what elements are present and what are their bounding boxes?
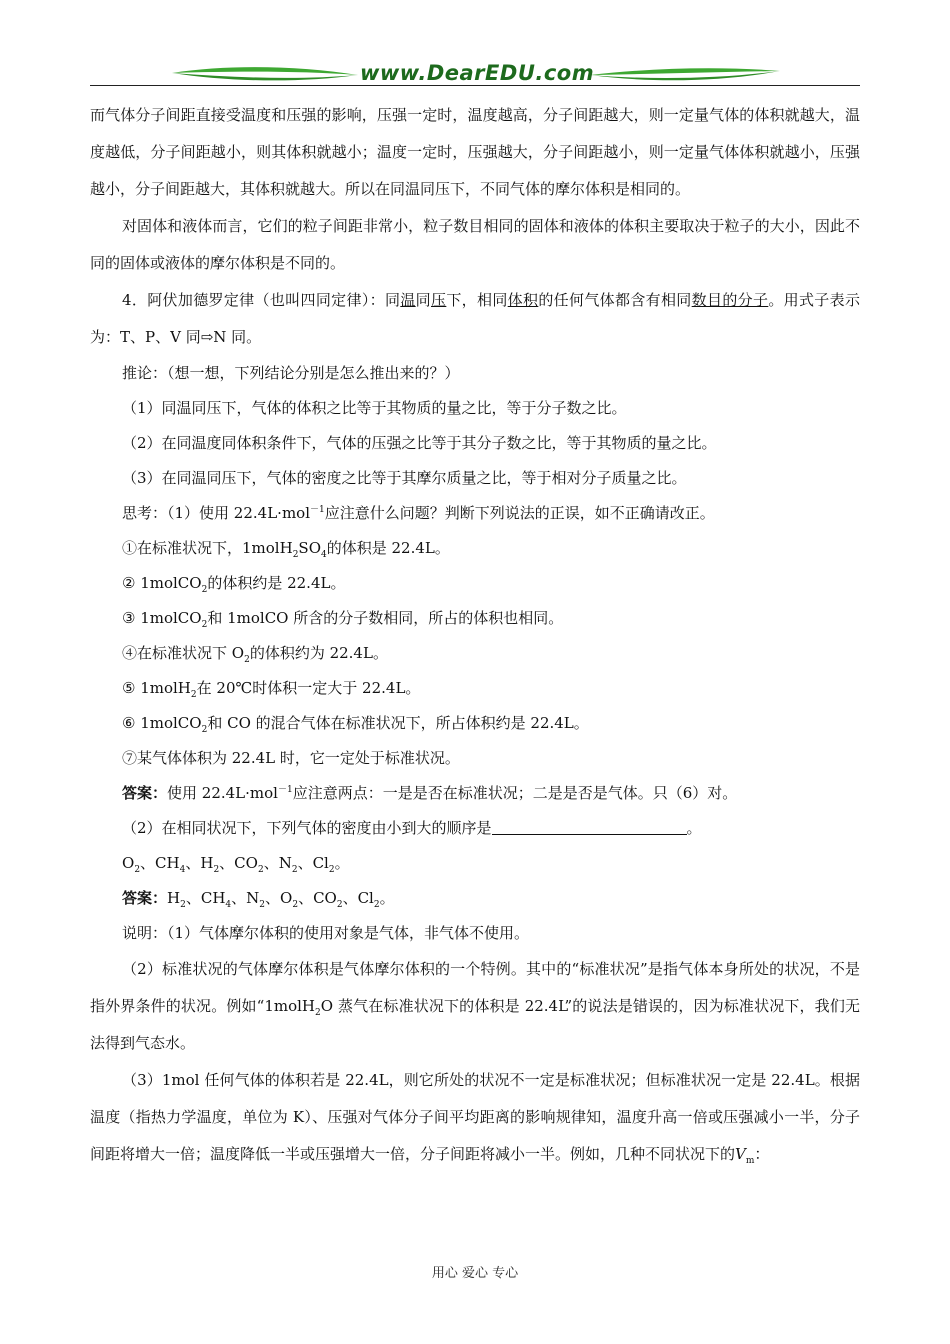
- text-run: （2）在相同状况下，下列气体的密度由小到大的顺序是: [122, 819, 492, 837]
- subscript: 2: [201, 620, 208, 630]
- text-run: ③ 1molCO: [122, 609, 202, 627]
- text-run: 。用式子表示为：T、P、V 同: [90, 291, 860, 346]
- text-run: 、Cl: [342, 889, 374, 907]
- text-run: O 蒸气在标准状况下的体积是 22.4L”的说法是错误的，因为标准状况下，我们无法得到气态水。: [90, 997, 860, 1052]
- site-logo-text: www.DearEDU.com: [360, 61, 595, 85]
- text-run: 同: [415, 291, 431, 309]
- text-run: 和 CO 的混合气体在标准状况下，所占体积约是 22.4L。: [207, 714, 589, 732]
- underlined-term: 数目的分子: [691, 291, 769, 309]
- text-run: 的体积是 22.4L。: [326, 539, 450, 557]
- text-run: 。: [334, 854, 350, 872]
- statement-6: [90, 706, 860, 741]
- subscript: 2: [134, 865, 141, 875]
- document-body: [90, 97, 860, 1173]
- statement-3: [90, 601, 860, 636]
- text-run: 、H: [185, 854, 214, 872]
- text-run: 使用 22.4L·mol: [167, 784, 278, 802]
- subscript: 2: [291, 865, 298, 875]
- page-header: [90, 58, 860, 94]
- text-run: O: [122, 854, 135, 872]
- text-run: N 同。: [213, 328, 262, 346]
- subscript: 2: [180, 900, 186, 910]
- text-run: （3）1mol 任何气体的体积若是 22.4L，则它所处的状况不一定是标准状况；但标准状况一定是 22.4L。根据温度（指热力学温度，单位为 K）、压强对气体分子间平均距离的影响规律知，温度升高一倍或压强减小一半，分子间距将增大一倍；温度降低一半或压强增大一倍，分子间距将减小一半。例如，几种不同状况下的: [90, 1071, 860, 1163]
- variable-v: V: [735, 1145, 746, 1163]
- text-run: 思考：（1）使用 22.4L·mol: [122, 504, 310, 522]
- subscript: 2: [373, 900, 380, 910]
- text-run: ⑤ 1molH: [122, 679, 191, 697]
- text-run: ⑥ 1molCO: [122, 714, 202, 732]
- answer-label: 答案：: [122, 784, 168, 802]
- subscript: 2: [244, 655, 250, 665]
- text-run: 、CH: [185, 889, 226, 907]
- statement-5: [90, 671, 860, 706]
- text-run: 的体积约是 22.4L。: [207, 574, 346, 592]
- text-run: 、N: [231, 889, 260, 907]
- answer-label: 答案：: [122, 889, 168, 907]
- text-run: 和 1molCO 所含的分子数相同，所占的体积也相同。: [207, 609, 564, 627]
- page-footer: 用心 爱心 专心: [431, 1266, 519, 1281]
- inference-item-1: （1）同温同压下，气体的体积之比等于其物质的量之比，等于分子数之比。: [122, 399, 627, 417]
- text-run: H: [167, 889, 181, 907]
- text-run: ② 1molCO: [122, 574, 202, 592]
- text-run: 的体积约为 22.4L。: [249, 644, 388, 662]
- superscript: －1: [277, 785, 293, 795]
- note-2: [90, 951, 860, 1062]
- text-run: 、CO: [219, 854, 258, 872]
- subscript: 4: [321, 550, 327, 560]
- text-run: （2）标准状况的气体摩尔体积是气体摩尔体积的一个特例。其中的“标准状况”是指气体本身所处的状况，不是指外界条件的状况。例如“1molH: [90, 960, 860, 1015]
- superscript: －1: [310, 505, 325, 515]
- inference-heading: 推论：（想一想，下列结论分别是怎么推出来的？）: [122, 364, 460, 382]
- text-run: 。: [686, 819, 702, 837]
- subscript: 2: [336, 900, 343, 910]
- subscript: 2: [292, 550, 299, 560]
- inference-item-2: （2）在同温度同体积条件下，气体的压强之比等于其分子数之比，等于其物质的量之比。: [122, 434, 717, 452]
- subscript: 2: [328, 865, 335, 875]
- think-question-2: [90, 811, 860, 846]
- text-run: ①在标准状况下，1molH: [122, 539, 293, 557]
- subscript: 2: [201, 585, 208, 595]
- subscript: 4: [225, 900, 232, 910]
- underlined-term: 体积: [507, 291, 539, 309]
- subscript: 2: [292, 900, 299, 910]
- think-question-1: [90, 496, 860, 531]
- text-run: 在 20℃时体积一定大于 22.4L。: [196, 679, 421, 697]
- answer-2: [90, 881, 860, 916]
- paragraph-gas-distance: 而气体分子间距直接受温度和压强的影响，压强一定时，温度越高，分子间距越大，则一定量气体的体积就越大，温度越低，分子间距越小，则其体积就越小；温度一定时，压强越大，分子间距越小，则一定量气体体积就越小，压强越小，分子间距越大，其体积就越大。所以在同温同压下，不同气体的摩尔体积是相同的。: [90, 106, 860, 198]
- text-run: ④在标准状况下 O: [122, 644, 245, 662]
- right-arrow-icon: ⇨: [200, 328, 214, 346]
- paragraph-avogadro-law: [90, 282, 860, 356]
- text-run: 、O: [265, 889, 293, 907]
- subscript: 2: [315, 1008, 321, 1018]
- underlined-term: 温: [400, 291, 416, 309]
- note-3: [90, 1062, 860, 1173]
- subscript: m: [745, 1156, 755, 1166]
- text-run: 、N: [263, 854, 292, 872]
- header-rule: [90, 85, 860, 86]
- subscript: 2: [257, 865, 264, 875]
- gas-list: [90, 846, 860, 881]
- text-run: ：: [754, 1145, 770, 1163]
- subscript: 2: [190, 690, 197, 700]
- statement-4: [90, 636, 860, 671]
- subscript: 4: [179, 865, 186, 875]
- statement-7: ⑦某气体体积为 22.4L 时，它一定处于标准状况。: [122, 749, 460, 767]
- subscript: 2: [213, 865, 220, 875]
- answer-1: [90, 776, 860, 811]
- subscript: 2: [259, 900, 266, 910]
- text-run: 。: [379, 889, 395, 907]
- text-run: SO: [298, 539, 321, 557]
- statement-1: [90, 531, 860, 566]
- underlined-term: 压: [431, 291, 447, 309]
- statement-2: [90, 566, 860, 601]
- text-run: 、Cl: [297, 854, 329, 872]
- inference-item-3: （3）在同温同压下，气体的密度之比等于其摩尔质量之比，等于相对分子质量之比。: [122, 469, 687, 487]
- text-run: 应注意两点：一是是否在标准状况；二是是否是气体。只（6）对。: [292, 784, 738, 802]
- note-1: 说明：（1）气体摩尔体积的使用对象是气体，非气体不使用。: [122, 924, 530, 942]
- text-run: 的任何气体都含有相同: [538, 291, 692, 309]
- text-run: 下，相同: [446, 291, 508, 309]
- subscript: 2: [201, 725, 208, 735]
- text-run: 、CH: [140, 854, 180, 872]
- fill-in-blank[interactable]: [492, 818, 687, 835]
- text-run: 4．阿伏加德罗定律（也叫四同定律）：同: [122, 291, 401, 309]
- text-run: 应注意什么问题？判断下列说法的正误，如不正确请改正。: [324, 504, 715, 522]
- text-run: 、CO: [298, 889, 337, 907]
- paragraph-solid-liquid: 对固体和液体而言，它们的粒子间距非常小，粒子数目相同的固体和液体的体积主要取决于粒子的大小，因此不同的固体或液体的摩尔体积是不同的。: [90, 217, 860, 272]
